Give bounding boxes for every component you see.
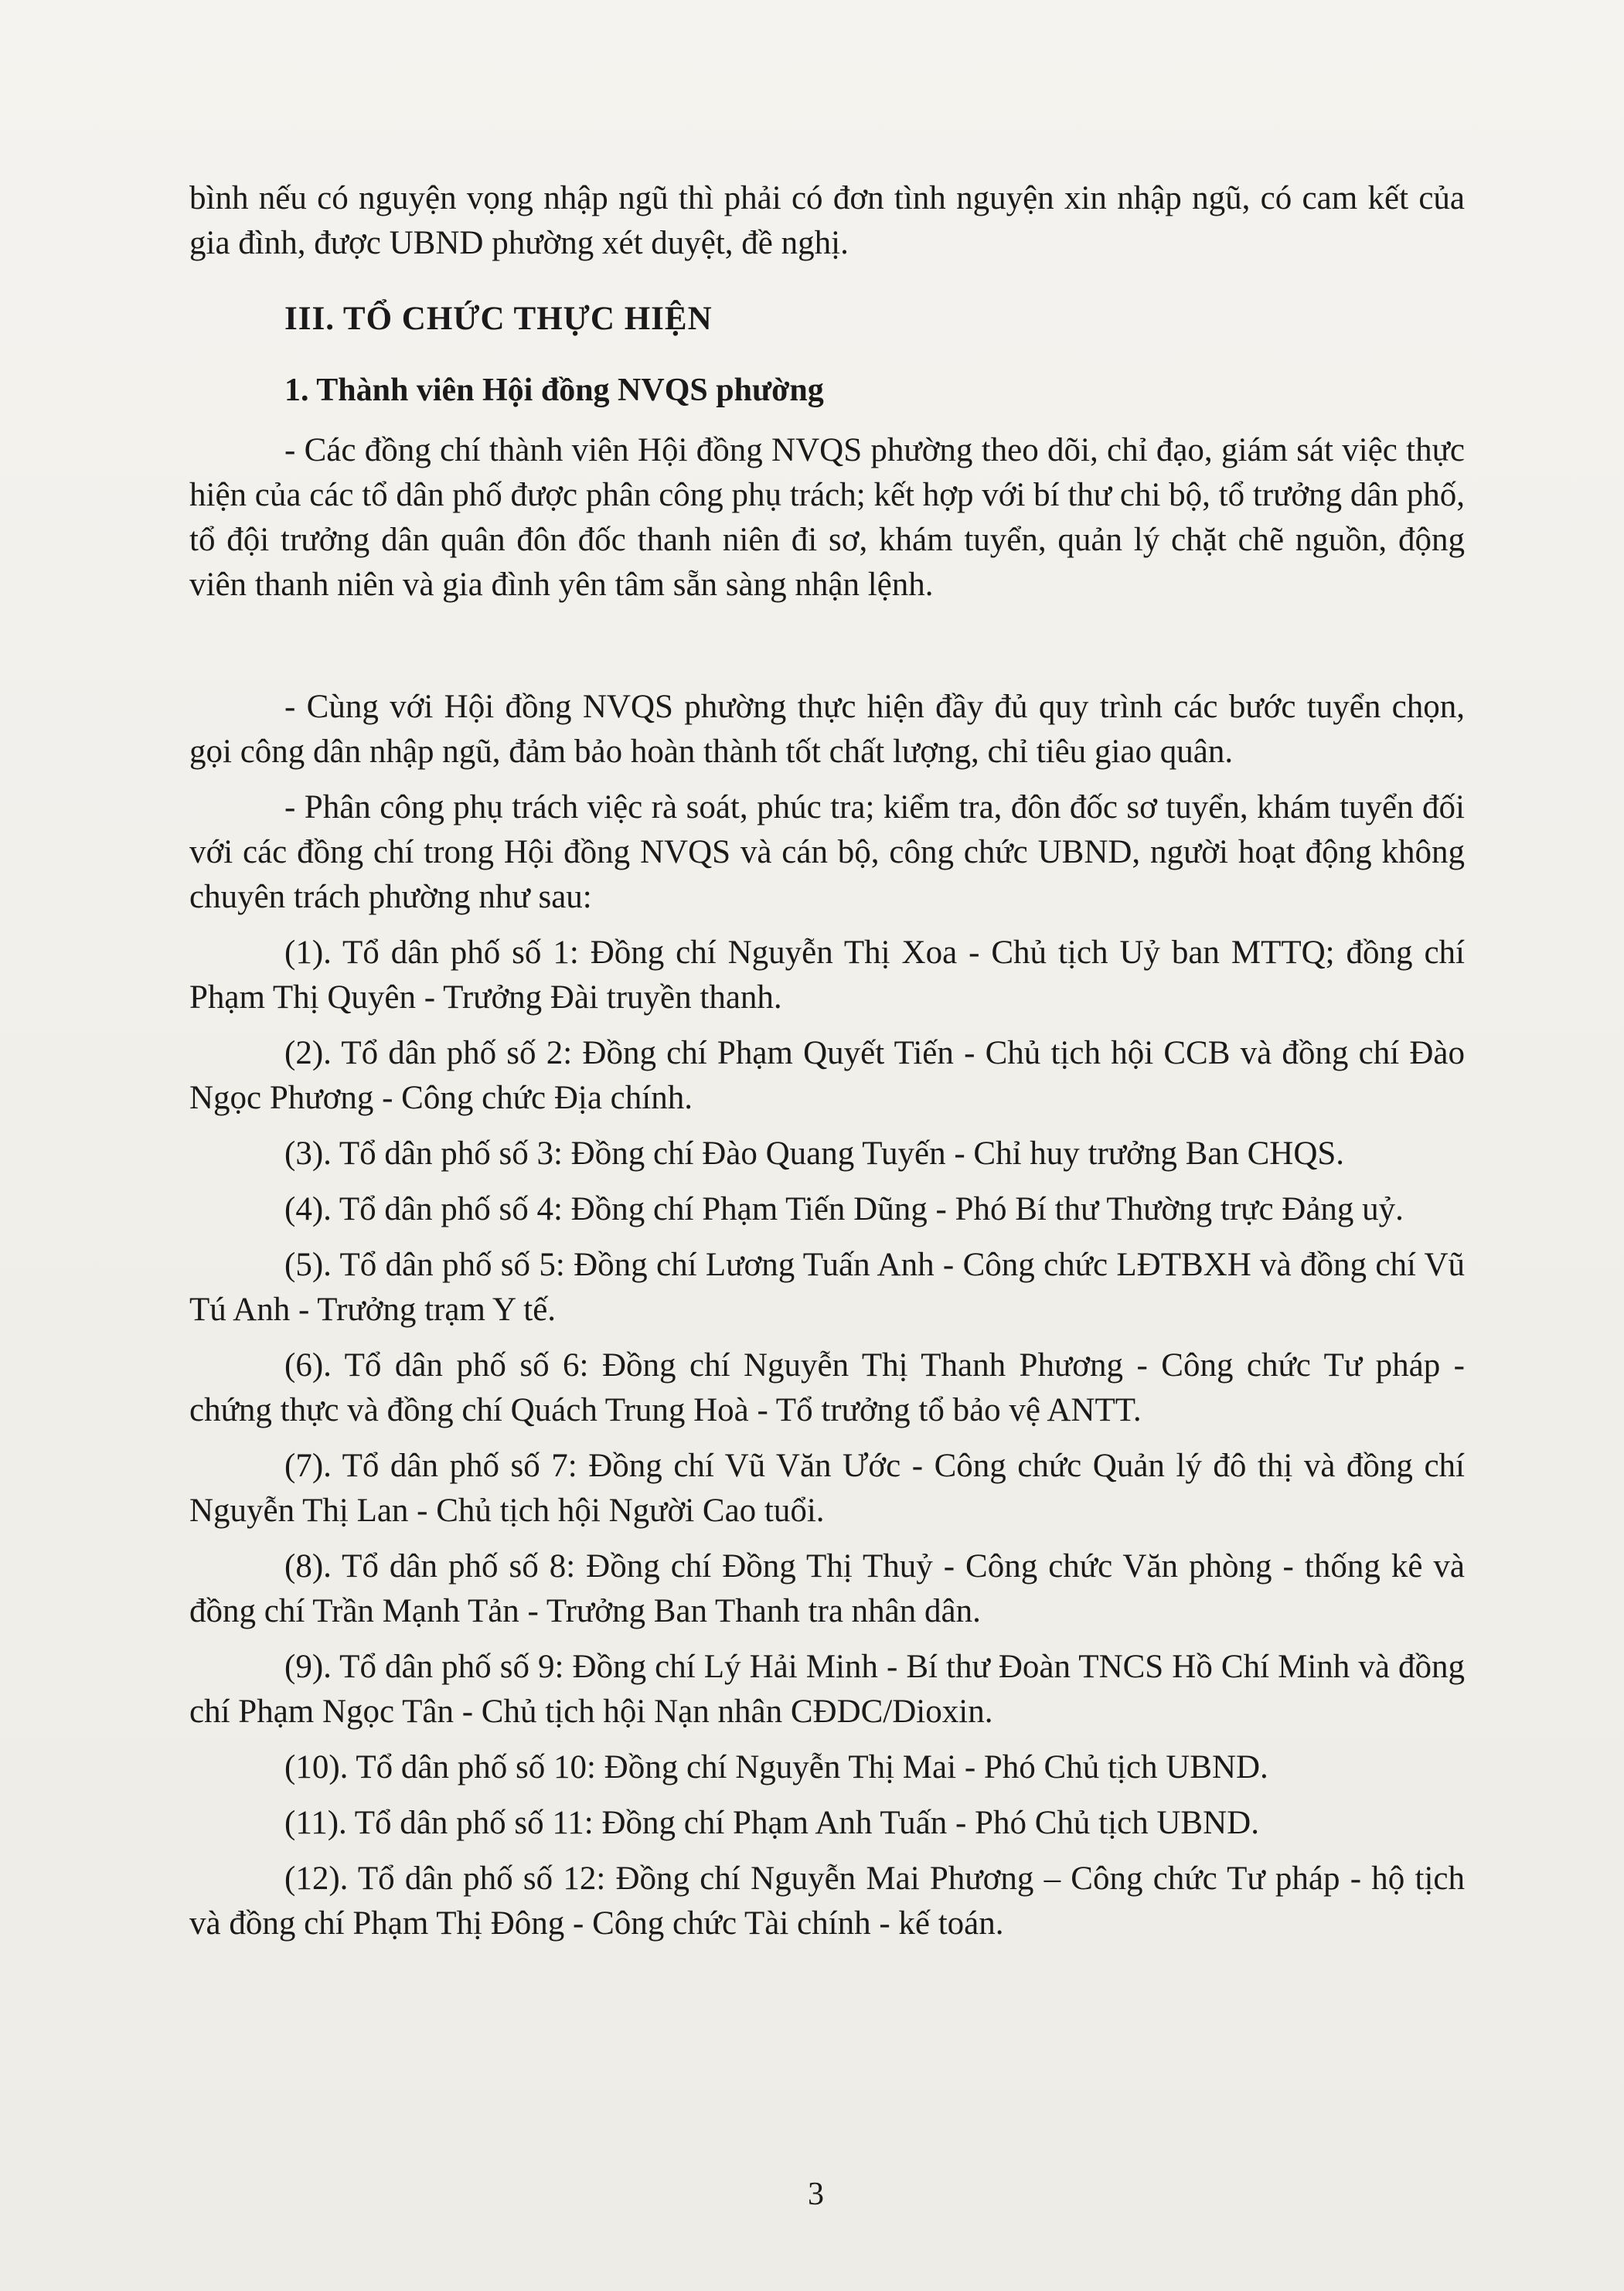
assignment-item-5: (5). Tổ dân phố số 5: Đồng chí Lương Tuấn Anh - Công chức LĐTBXH và đồng chí Vũ Tú Anh - Trưởng trạm Y tế. (189, 1247, 1465, 1328)
paragraph-assignment-intro: - Phân công phụ trách việc rà soát, phúc tra; kiểm tra, đôn đốc sơ tuyển, khám tuyển đối với các đồng chí trong Hội đồng NVQS và cán bộ, công chức UBND, người hoạt động không chuyên trách phường như sau: (189, 789, 1465, 915)
document-body (189, 176, 1465, 1957)
continuation-paragraph: bình nếu có nguyện vọng nhập ngũ thì phải có đơn tình nguyện xin nhập ngũ, có cam kết của gia đình, được UBND phường xét duyệt, đề nghị. (189, 180, 1465, 261)
assignment-item-1: (1). Tổ dân phố số 1: Đồng chí Nguyễn Thị Xoa - Chủ tịch Uỷ ban MTTQ; đồng chí Phạm Thị Quyên - Trưởng Đài truyền thanh. (189, 934, 1465, 1016)
paragraph-supervision: - Các đồng chí thành viên Hội đồng NVQS phường theo dõi, chỉ đạo, giám sát việc thực hiện của các tổ dân phố được phân công phụ trách; kết hợp với bí thư chi bộ, tổ trưởng dân phố, tổ đội trưởng dân quân đôn đốc thanh niên đi sơ, khám tuyển, quản lý chặt chẽ nguồn, động viên thanh niên và gia đình yên tâm sẵn sàng nhận lệnh. (189, 432, 1465, 603)
assignment-item-12: (12). Tổ dân phố số 12: Đồng chí Nguyễn Mai Phương – Công chức Tư pháp - hộ tịch và đồng chí Phạm Thị Đông - Công chức Tài chính - kế toán. (189, 1860, 1465, 1942)
assignment-item-11: (11). Tổ dân phố số 11: Đồng chí Phạm Anh Tuấn - Phó Chủ tịch UBND. (284, 1805, 1259, 1841)
assignment-item-8: (8). Tổ dân phố số 8: Đồng chí Đồng Thị Thuỷ - Công chức Văn phòng - thống kê và đồng chí Trần Mạnh Tản - Trưởng Ban Thanh tra nhân dân. (189, 1548, 1465, 1629)
subsection-heading: 1. Thành viên Hội đồng NVQS phường (284, 373, 824, 408)
assignment-item-6: (6). Tổ dân phố số 6: Đồng chí Nguyễn Thị Thanh Phương - Công chức Tư pháp - chứng thực và đồng chí Quách Trung Hoà - Tổ trưởng tổ bảo vệ ANTT. (189, 1347, 1465, 1428)
page-number: 3 (808, 2177, 824, 2212)
paragraph-procedure: - Cùng với Hội đồng NVQS phường thực hiện đầy đủ quy trình các bước tuyển chọn, gọi công dân nhập ngũ, đảm bảo hoàn thành tốt chất lượng, chỉ tiêu giao quân. (189, 689, 1465, 770)
assignment-item-4: (4). Tổ dân phố số 4: Đồng chí Phạm Tiến Dũng - Phó Bí thư Thường trực Đảng uỷ. (284, 1191, 1404, 1227)
assignment-item-9: (9). Tổ dân phố số 9: Đồng chí Lý Hải Minh - Bí thư Đoàn TNCS Hồ Chí Minh và đồng chí Phạm Ngọc Tân - Chủ tịch hội Nạn nhân CĐDC/Dioxin. (189, 1649, 1465, 1730)
assignment-item-7: (7). Tổ dân phố số 7: Đồng chí Vũ Văn Ước - Công chức Quản lý đô thị và đồng chí Nguyễn Thị Lan - Chủ tịch hội Người Cao tuổi. (189, 1448, 1465, 1529)
assignment-item-3: (3). Tổ dân phố số 3: Đồng chí Đào Quang Tuyến - Chỉ huy trưởng Ban CHQS. (284, 1135, 1345, 1172)
assignment-item-10: (10). Tổ dân phố số 10: Đồng chí Nguyễn Thị Mai - Phó Chủ tịch UBND. (284, 1749, 1268, 1785)
assignment-item-2: (2). Tổ dân phố số 2: Đồng chí Phạm Quyết Tiến - Chủ tịch hội CCB và đồng chí Đào Ngọc Phương - Công chức Địa chính. (189, 1035, 1465, 1116)
section-heading: III. TỔ CHỨC THỰC HIỆN (284, 301, 713, 337)
